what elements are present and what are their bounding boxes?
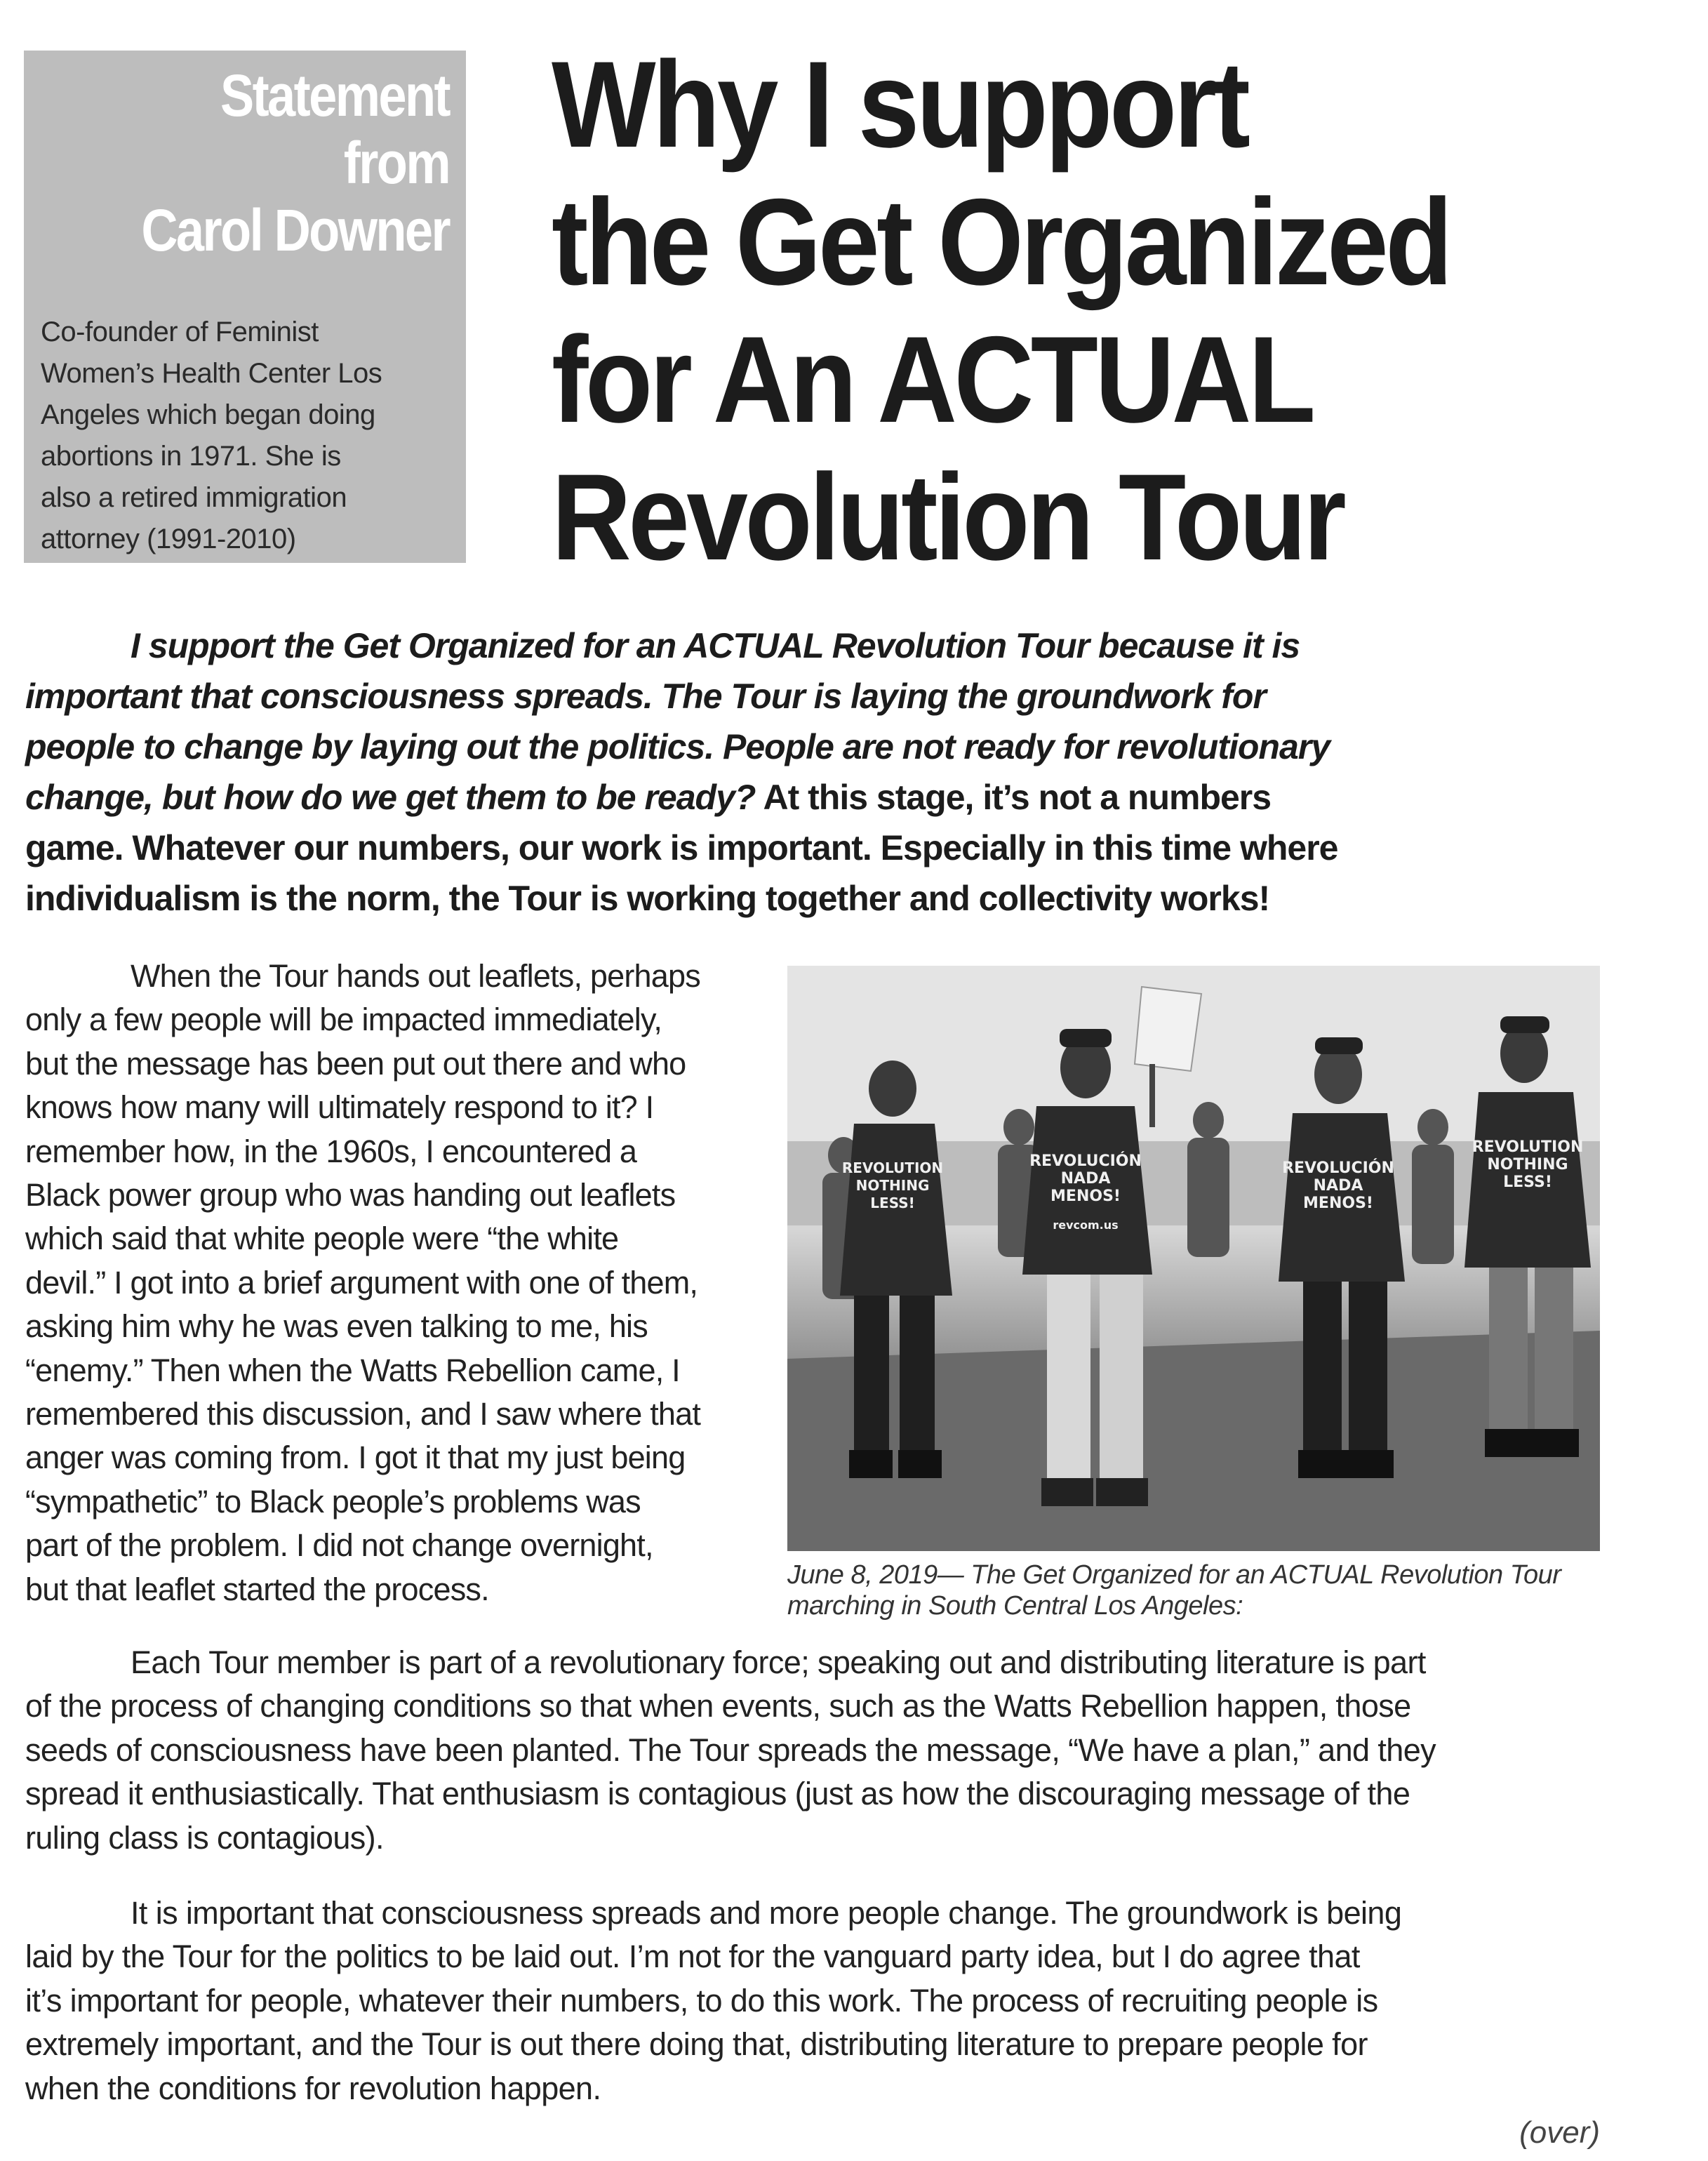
- body-line: laid by the Tour for the politics to be laid out. I’m not for the vanguard party idea, but I do agree that: [25, 1939, 1360, 1975]
- lead-line: I support the Get Organized for an ACTUAL Revolution Tour because it is: [131, 626, 1300, 665]
- body-paragraph-2: [25, 1641, 1660, 1860]
- left-column-paragraph: [25, 955, 790, 1611]
- bio-line: abortions in 1971. She is: [41, 441, 341, 472]
- body-line: asking him why he was even talking to me, his: [25, 1308, 648, 1345]
- title-line: Why I support: [552, 36, 1248, 173]
- lead-line: important that consciousness spreads. The Tour is laying the groundwork for: [25, 677, 1266, 716]
- shirt-text: LESS!: [870, 1195, 915, 1211]
- body-line: which said that white people were “the white: [25, 1221, 619, 1257]
- shirt-text: REVOLUCIÓN: [1282, 1159, 1394, 1177]
- body-line: of the process of changing conditions so that when events, such as the Watts Rebellion happen, those: [25, 1688, 1411, 1724]
- lead-line: individualism is the norm, the Tour is working together and collectivity works!: [25, 879, 1270, 918]
- body-paragraph-3: [25, 1891, 1660, 2110]
- lead-line: game. Whatever our numbers, our work is important. Especially in this time where: [25, 828, 1338, 867]
- bio-line: Angeles which began doing: [41, 399, 375, 430]
- shirt-text: NADA: [1313, 1177, 1363, 1195]
- statement-box: [24, 51, 466, 563]
- shirt-text: NADA: [1060, 1170, 1111, 1188]
- bio-line: Co-founder of Feminist: [41, 317, 319, 347]
- body-line: but that leaflet started the process.: [25, 1571, 489, 1607]
- lead-line: people to change by laying out the politics. People are not ready for revolutionary: [25, 727, 1330, 766]
- bio-line: also a retired immigration: [41, 482, 347, 513]
- statement-heading-line: Carol Downer: [141, 197, 449, 263]
- caption-line: marching in South Central Los Angeles:: [787, 1591, 1243, 1621]
- title-line: for An ACTUAL: [552, 312, 1313, 448]
- march-photo-illustration: [787, 966, 1600, 1551]
- shirt-text: REVOLUTION: [841, 1159, 944, 1176]
- body-line: knows how many will ultimately respond to it? I: [25, 1089, 654, 1126]
- shirt-text: REVOLUCIÓN: [1029, 1152, 1142, 1170]
- body-line: seeds of consciousness have been planted. The Tour spreads the message, “We have a plan,” and they: [25, 1731, 1436, 1768]
- page-title: [552, 36, 1537, 587]
- shirt-text: MENOS!: [1050, 1188, 1121, 1205]
- body-line: spread it enthusiastically. That enthusiasm is contagious (just as how the discouraging message of the: [25, 1776, 1410, 1812]
- body-line: only a few people will be impacted immediately,: [25, 1002, 662, 1038]
- caption-line: June 8, 2019— The Get Organized for an ACTUAL Revolution Tour: [787, 1560, 1561, 1590]
- lead-line-italic-part: change, but how do we get them to be ready?: [25, 778, 756, 817]
- bio-line: attorney (1991-2010): [41, 524, 296, 554]
- photo-caption: [787, 1560, 1615, 1621]
- statement-heading-line: from: [343, 130, 449, 196]
- body-line: “enemy.” Then when the Watts Rebellion came, I: [25, 1352, 680, 1388]
- body-line: extremely important, and the Tour is out there doing that, distributing literature to prepare people for: [25, 2026, 1368, 2063]
- lead-line-upright-part: At this stage, it’s not a numbers: [763, 778, 1272, 817]
- body-line: anger was coming from. I got it that my just being: [25, 1439, 686, 1476]
- lead-line: [25, 772, 1639, 823]
- body-line: “sympathetic” to Black people’s problems was: [25, 1483, 641, 1520]
- shirt-text: revcom.us: [1053, 1218, 1119, 1232]
- march-photo: [787, 966, 1600, 1551]
- author-bio: [41, 312, 455, 560]
- body-line: part of the problem. I did not change overnight,: [25, 1527, 653, 1564]
- title-line: Revolution Tour: [552, 449, 1344, 586]
- body-line: It is important that consciousness spreads and more people change. The groundwork is being: [131, 1895, 1402, 1931]
- statement-heading: [99, 62, 449, 264]
- shirt-text: NOTHING: [855, 1177, 930, 1194]
- shirt-text: LESS!: [1503, 1173, 1552, 1191]
- body-line: Each Tour member is part of a revolutionary force; speaking out and distributing literature is part: [131, 1644, 1426, 1680]
- body-line: remembered this discussion, and I saw where that: [25, 1396, 701, 1432]
- body-line: devil.” I got into a brief argument with one of them,: [25, 1264, 698, 1301]
- body-line: but the message has been put out there and who: [25, 1045, 686, 1082]
- body-line: when the conditions for revolution happen.: [25, 2070, 601, 2106]
- title-line: the Get Organized: [552, 174, 1450, 311]
- body-line: When the Tour hands out leaflets, perhaps: [131, 958, 700, 994]
- shirt-text: MENOS!: [1303, 1195, 1373, 1212]
- body-line: remember how, in the 1960s, I encountered a: [25, 1133, 637, 1169]
- over-note: (over): [1519, 2115, 1600, 2150]
- shirt-text: NOTHING: [1487, 1156, 1568, 1173]
- body-line: ruling class is contagious).: [25, 1819, 384, 1856]
- statement-heading-line: Statement: [220, 62, 449, 128]
- lead-paragraph: [25, 620, 1639, 924]
- body-line: Black power group who was handing out leaflets: [25, 1177, 676, 1214]
- shirt-text: REVOLUTION: [1472, 1138, 1584, 1156]
- body-line: it’s important for people, whatever their numbers, to do this work. The process of recruiting people is: [25, 1982, 1378, 2019]
- bio-line: Women’s Health Center Los: [41, 358, 382, 389]
